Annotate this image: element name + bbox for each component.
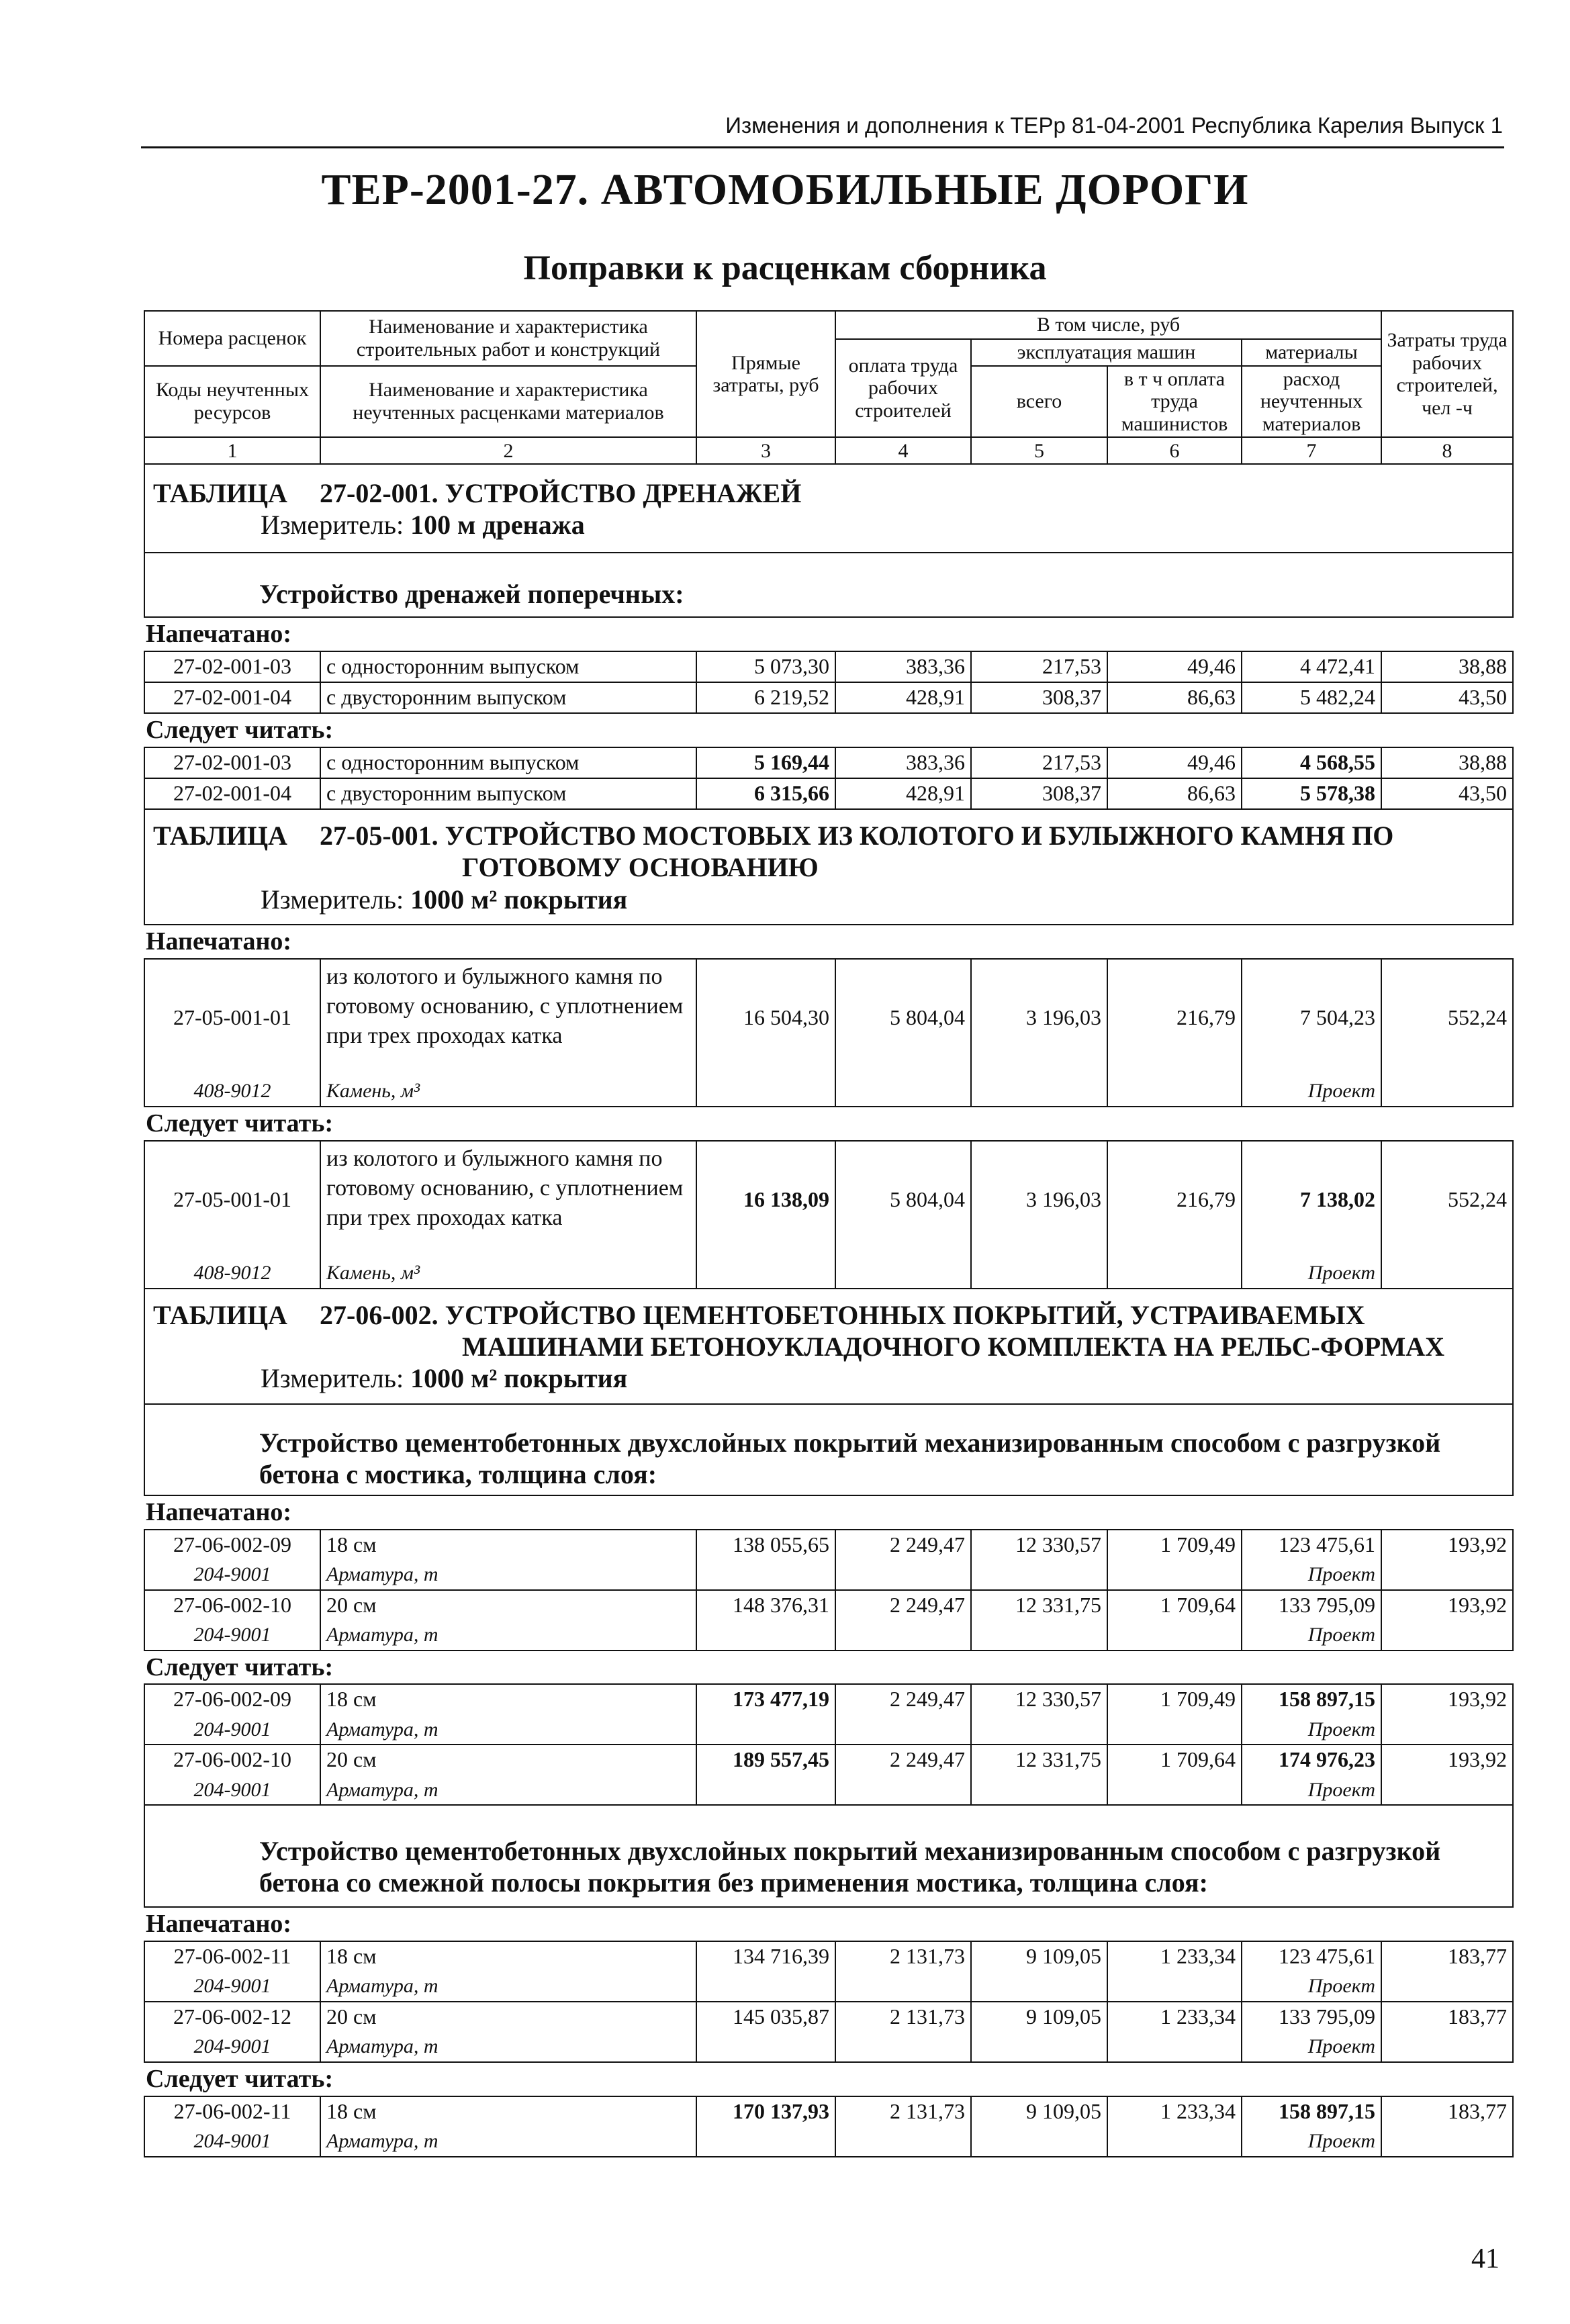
table-row: 27-02-001-04 с двусторонним выпуском 6 315,66 428,91 308,37 86,63 5 578,38 43,50 <box>144 778 1513 809</box>
section-27-02-001: ТАБЛИЦА 27-02-001. УСТРОЙСТВО ДРЕНАЖЕЙ Измеритель: 100 м дренажа <box>144 464 1513 553</box>
table-row: 27-05-001-01 из колотого и булыжного камня по готовому основанию, с уплотнением при трех проходах катка 16 504,30 5 804,04 3 196,03 216,79 7 504,23 552,24 <box>144 959 1513 1076</box>
table-row: 27-06-002-09 18 см 138 055,65 2 249,47 12 330,57 1 709,49 123 475,61 193,92 <box>144 1530 1513 1560</box>
header-labor-costs: Затраты труда рабочих строителей, чел -ч <box>1381 311 1513 437</box>
header-rule <box>141 146 1504 148</box>
resource-row: 204-9001 Арматура, т Проект <box>144 1620 1513 1651</box>
header-direct-costs: Прямые затраты, руб <box>696 311 835 437</box>
printed-label: Напечатано: <box>144 925 1513 959</box>
printed-label: Напечатано: <box>144 1907 1513 1941</box>
resource-row: 204-9001 Арматура, т Проект <box>144 1560 1513 1590</box>
column-numbers-row: 1 2 3 4 5 6 7 8 <box>144 437 1513 464</box>
page-title: ТЕР-2001-27. АВТОМОБИЛЬНЫЕ ДОРОГИ <box>321 165 1249 214</box>
header-rate-numbers: Номера расценок <box>144 311 320 366</box>
header-work-name: Наименование и характеристика строительных работ и конструкций <box>320 311 696 366</box>
read-as-label: Следует читать: <box>144 1651 1513 1685</box>
resource-row: 408-9012 Камень, м³ Проект <box>144 1258 1513 1289</box>
table-row: 27-06-002-11 18 см 134 716,39 2 131,73 9 109,05 1 233,34 123 475,61 183,77 <box>144 1941 1513 1971</box>
table-row: 27-02-001-03 с односторонним выпуском 5 073,30 383,36 217,53 49,46 4 472,41 38,88 <box>144 651 1513 682</box>
resource-row: 204-9001 Арматура, т Проект <box>144 2032 1513 2062</box>
header-including: В том числе, руб <box>835 311 1381 339</box>
section-27-05-001: ТАБЛИЦА 27-05-001. УСТРОЙСТВО МОСТОВЫХ ИЗ КОЛОТОГО И БУЛЫЖНОГО КАМНЯ ПО ГОТОВОМУ ОСНОВАНИЮ Измеритель: 1000 м² покрытия <box>144 809 1513 925</box>
header-worker-pay: оплата труда рабочих строителей <box>835 339 971 437</box>
printed-label: Напечатано: <box>144 617 1513 651</box>
table-row: 27-06-002-10 20 см 148 376,31 2 249,47 12 331,75 1 709,64 133 795,09 193,92 <box>144 1590 1513 1620</box>
header-material-use: расход неучтенных материалов <box>1242 366 1381 438</box>
header-machines-total: всего <box>971 366 1107 438</box>
table-row: 27-02-001-03 с односторонним выпуском 5 169,44 383,36 217,53 49,46 4 568,55 38,88 <box>144 747 1513 778</box>
table-row: 27-06-002-09 18 см 173 477,19 2 249,47 12 330,57 1 709,49 158 897,15 193,92 <box>144 1684 1513 1714</box>
header-resource-codes: Коды неучтенных ресурсов <box>144 366 320 438</box>
table-row: 27-06-002-11 18 см 170 137,93 2 131,73 9 109,05 1 233,34 158 897,15 183,77 <box>144 2096 1513 2127</box>
read-as-label: Следует читать: <box>144 1107 1513 1141</box>
header-materials: материалы <box>1242 339 1381 366</box>
header-material-name: Наименование и характеристика неучтенных расценками материалов <box>320 366 696 438</box>
printed-label: Напечатано: <box>144 1495 1513 1530</box>
resource-row: 204-9001 Арматура, т Проект <box>144 1714 1513 1745</box>
group-row: Устройство цементобетонных двухслойных покрытий механизированным способом с разгрузкой бетона с мостика, толщина слоя: <box>144 1404 1513 1495</box>
running-header: Изменения и дополнения к ТЕРр 81-04-2001 Республика Карелия Выпуск 1 <box>725 113 1503 138</box>
read-as-label: Следует читать: <box>144 713 1513 747</box>
corrections-table <box>144 310 1514 2157</box>
header-machines: эксплуатация машин <box>971 339 1242 366</box>
header-operator-pay: в т ч оплата труда машинистов <box>1107 366 1242 438</box>
resource-row: 408-9012 Камень, м³ Проект <box>144 1076 1513 1107</box>
read-as-label: Следует читать: <box>144 2062 1513 2096</box>
table-row: 27-05-001-01 из колотого и булыжного камня по готовому основанию, с уплотнением при трех проходах катка 16 138,09 5 804,04 3 196,03 216,79 7 138,02 552,24 <box>144 1141 1513 1258</box>
section-27-06-002: ТАБЛИЦА 27-06-002. УСТРОЙСТВО ЦЕМЕНТОБЕТОННЫХ ПОКРЫТИЙ, УСТРАИВАЕМЫХ МАШИНАМИ БЕТОНОУКЛАДОЧНОГО КОМПЛЕКТА НА РЕЛЬС-ФОРМАХ Измеритель: 1000 м² покрытия <box>144 1289 1513 1404</box>
resource-row: 204-9001 Арматура, т Проект <box>144 1971 1513 2002</box>
table-row: 27-06-002-10 20 см 189 557,45 2 249,47 12 331,75 1 709,64 174 976,23 193,92 <box>144 1745 1513 1775</box>
page-subtitle: Поправки к расценкам сборника <box>523 249 1047 287</box>
resource-row: 204-9001 Арматура, т Проект <box>144 2127 1513 2157</box>
group-row: Устройство дренажей поперечных: <box>144 553 1513 617</box>
table-row: 27-06-002-12 20 см 145 035,87 2 131,73 9 109,05 1 233,34 133 795,09 183,77 <box>144 2002 1513 2032</box>
table-header-row <box>144 311 1513 339</box>
table-row: 27-02-001-04 с двусторонним выпуском 6 219,52 428,91 308,37 86,63 5 482,24 43,50 <box>144 682 1513 713</box>
page-number: 41 <box>1471 2243 1499 2274</box>
group-row: Устройство цементобетонных двухслойных покрытий механизированным способом с разгрузкой бетона со смежной полосы покрытия без применения мостика, толщина слоя: <box>144 1805 1513 1907</box>
resource-row: 204-9001 Арматура, т Проект <box>144 1775 1513 1805</box>
corrections-table-area <box>144 310 1512 2157</box>
